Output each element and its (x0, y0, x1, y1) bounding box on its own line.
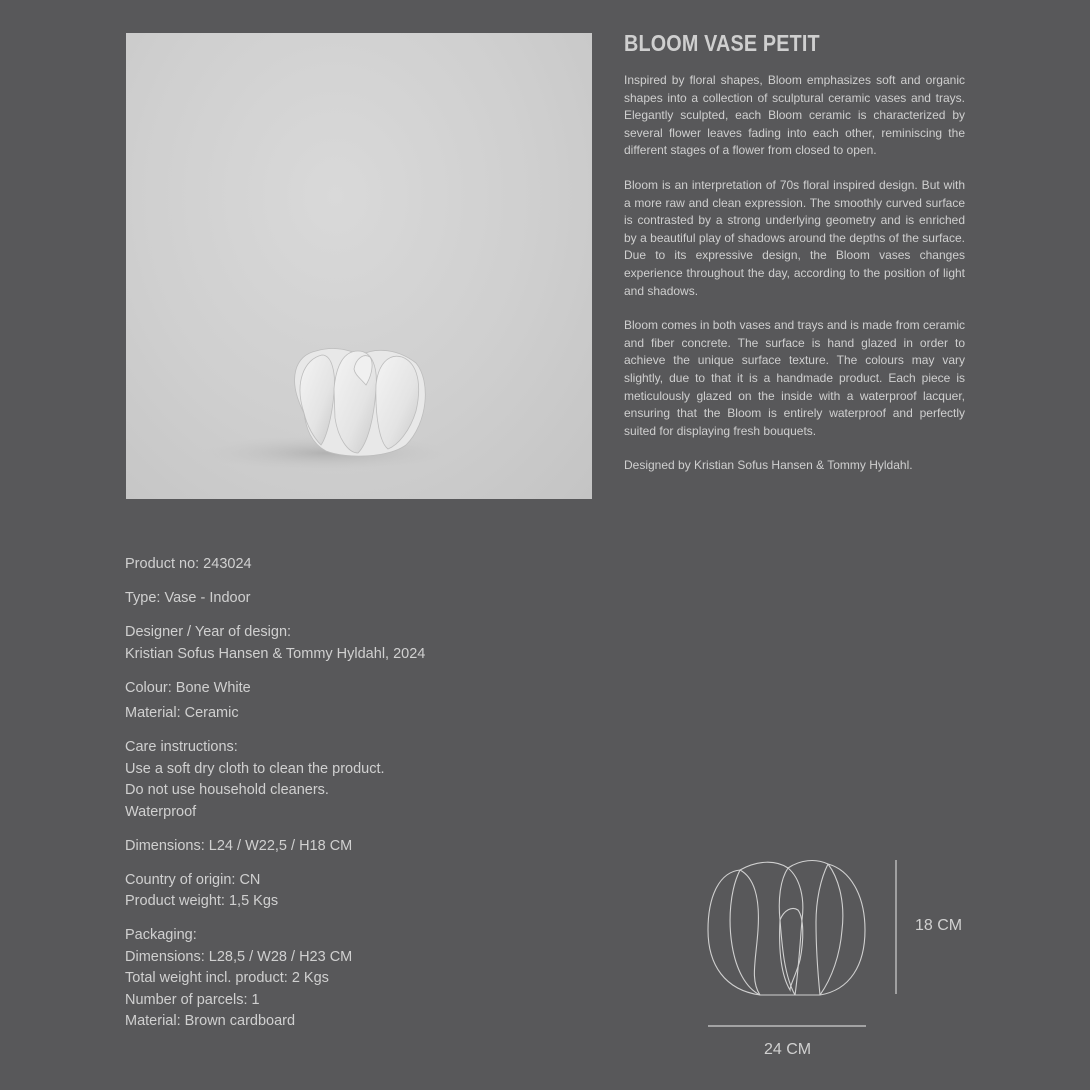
spec-product-no: Product no: 243024 (125, 556, 252, 572)
spec-list (125, 554, 545, 1045)
spec-care-line: Use a soft dry cloth to clean the product. (125, 760, 385, 777)
vase-image (126, 33, 592, 499)
product-description (624, 72, 965, 492)
spec-care-line: Do not use household cleaners. (125, 782, 329, 798)
dimension-drawing (700, 850, 910, 1035)
spec-material: Material: Ceramic (125, 705, 239, 721)
spec-care-line: Waterproof (125, 803, 197, 820)
spec-pack-parcels: Number of parcels: 1 (125, 991, 260, 1008)
spec-country: Country of origin: CN (125, 871, 261, 888)
height-label: 18 CM (915, 917, 963, 934)
spec-packaging-label: Packaging: (125, 927, 197, 943)
description-paragraph: Bloom is an interpretation of 70s floral inspired design. But with a more raw and clean expression. The smoothly curved surface is contrasted by a strong underlying geometry and is enriched by a beautiful play of shadows around the depths of the surface. Due to its expressive design, the Bloom vases changes experience throughout the day, according to the position of light and shadows. (624, 177, 965, 298)
spec-pack-dimensions: Dimensions: L28,5 / W28 / H23 CM (125, 948, 353, 965)
description-paragraph: Inspired by floral shapes, Bloom emphasizes soft and organic shapes into a collection of sculptural ceramic vases and trays. Elegantly sculpted, each Bloom ceramic is characterized by several flower leaves fading into each other, reminiscing the different stages of a flower from closed to open. (624, 73, 965, 158)
spec-weight: Product weight: 1,5 Kgs (125, 893, 279, 909)
vase-outline (708, 861, 865, 995)
width-label: 24 CM (764, 1041, 812, 1058)
product-title: BLOOM VASE PETIT (624, 30, 820, 56)
product-photo (126, 33, 592, 499)
spec-pack-weight: Total weight incl. product: 2 Kgs (125, 970, 329, 986)
spec-designer-label: Designer / Year of design: (125, 624, 292, 640)
spec-care-label: Care instructions: (125, 739, 238, 755)
description-paragraph: Bloom comes in both vases and trays and is made from ceramic and fiber concrete. The surface is hand glazed in order to achieve the unique surface texture. The colours may vary slightly, due to that it is a handmade product. Each piece is meticulously glazed on the inside with a waterproof lacquer, ensuring that the Bloom is entirely waterproof and perfectly suited for displaying fresh bouquets. (624, 318, 965, 438)
spec-colour: Colour: Bone White (125, 679, 251, 696)
spec-dimensions: Dimensions: L24 / W22,5 / H18 CM (125, 837, 353, 854)
spec-pack-material: Material: Brown cardboard (125, 1013, 296, 1029)
spec-designer-value: Kristian Sofus Hansen & Tommy Hyldahl, 2024 (125, 645, 426, 662)
spec-type: Type: Vase - Indoor (125, 590, 251, 606)
designed-by: Designed by Kristian Sofus Hansen & Tommy Hyldahl. (624, 458, 913, 473)
